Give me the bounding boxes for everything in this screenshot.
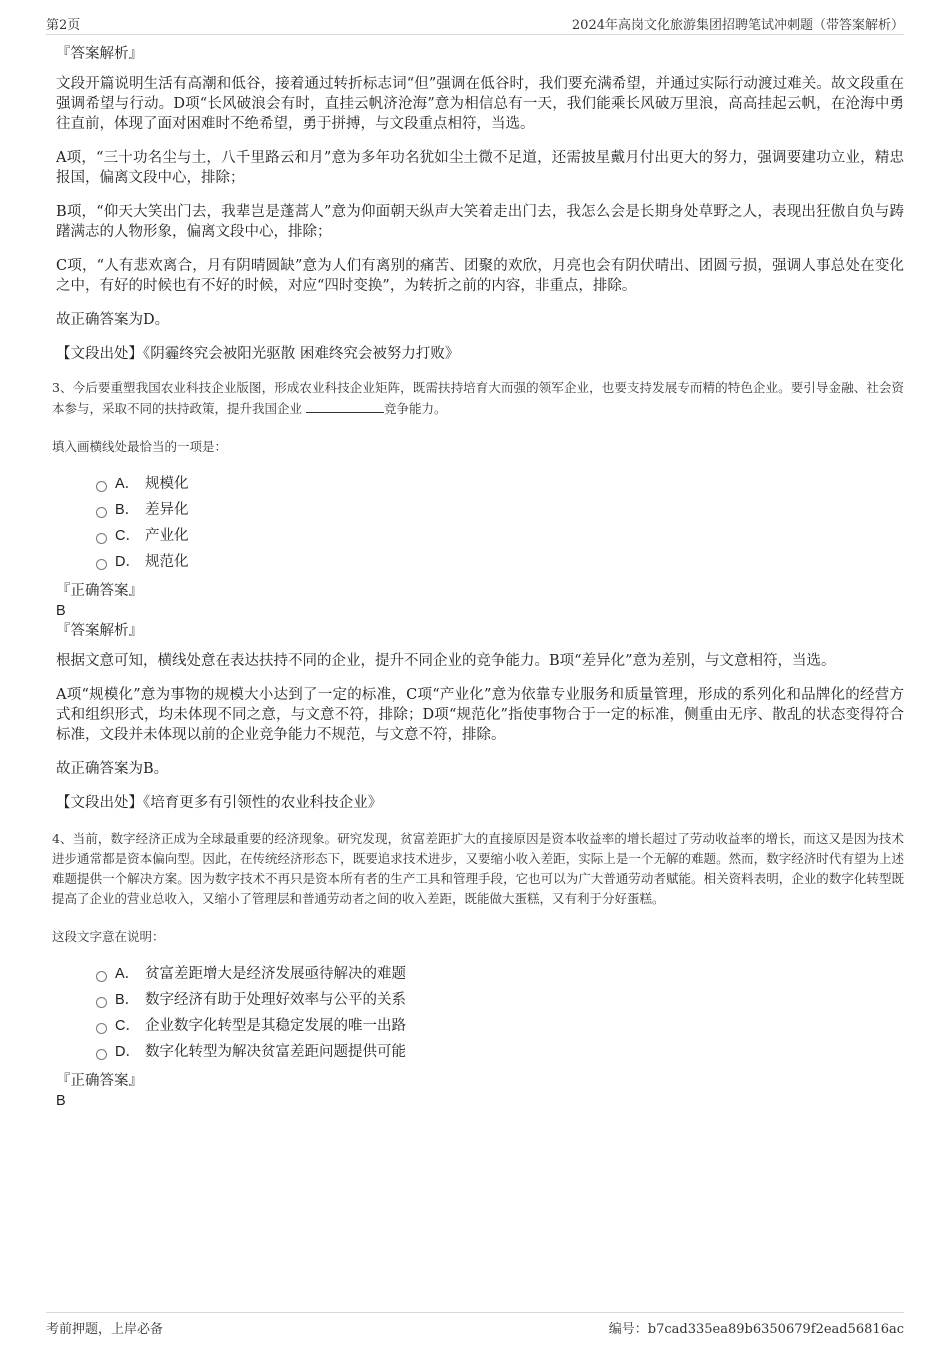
question-4-stem: 4、当前，数字经济正成为全球最重要的经济现象。研究发现，贫富差距扩大的直接原因是资本收益率的增长超过了劳动收益率的增长，而这又是因为技术进步通常都是资本偏向型。因此，在传统经济形态下，既要追求技术进步，又要缩小收入差距，实际上是一个无解的难题。然而，数字经济时代有望为上述难题提供一个解决方案。因为数字技术不再只是资本所有者的生产工具和管理手段，它也可以为广大普通劳动者赋能。相关资料表明，企业的数字化转型既提高了企业的营业总收入，又缩小了管理层和普通劳动者之间的收入差距，既能做大蛋糕，又有利于分好蛋糕。: [52, 831, 904, 906]
option-text: 规模化: [145, 476, 189, 492]
analysis-paragraph: 根据文意可知，横线处意在表达扶持不同的企业，提升不同企业的竞争能力。B项“差异化”意为差别，与文意相符，当选。: [56, 653, 836, 669]
question-4-options: [96, 961, 904, 1065]
document-title: 2024年高岗文化旅游集团招聘笔试冲刺题（带答案解析）: [571, 18, 904, 33]
option-c[interactable]: [96, 523, 904, 549]
document-code: 编号：b7cad335ea89b6350679f2ead56816ac: [608, 1322, 904, 1337]
analysis-paragraph: A项，“三十功名尘与土，八千里路云和月”意为多年功名犹如尘土微不足道，还需披星戴月付出更大的努力，强调要建功立业，精忠报国，偏离文段中心，排除；: [56, 150, 904, 186]
option-b[interactable]: [96, 987, 904, 1013]
option-text: 企业数字化转型是其稳定发展的唯一出路: [145, 1018, 406, 1034]
radio-icon[interactable]: [96, 997, 107, 1008]
option-c[interactable]: [96, 1013, 904, 1039]
question-3-stem: [52, 378, 904, 419]
option-text: 数字经济有助于处理好效率与公平的关系: [145, 992, 406, 1008]
question-4-prompt: 这段文字意在说明：: [52, 929, 165, 944]
analysis-paragraph: 文段开篇说明生活有高潮和低谷，接着通过转折标志词“但”强调在低谷时，我们要充满希望，并通过实际行动渡过难关。故文段重在强调希望与行动。D项“长风破浪会有时，直挂云帆济沧海”意为相信总有一天，我们能乘长风破万里浪，高高挂起云帆，在沧海中勇往直前，体现了面对困难时不绝希望，勇于拼搏，与文段重点相符，当选。: [56, 76, 904, 132]
analysis-paragraph: A项“规模化”意为事物的规模大小达到了一定的标准，C项“产业化”意为依靠专业服务和质量管理，形成的系列化和品牌化的经营方式和组织形式，均未体现不同之意，与文意不符，排除；D项“规范化”指使事物合于一定的标准，侧重由无序、散乱的状态变得符合标准，文段并未体现以前的企业竞争能力不规范，与文意不符，排除。: [56, 687, 904, 743]
analysis-paragraph: 故正确答案为D。: [56, 312, 170, 328]
source-note: 【文段出处】《培育更多有引领性的农业科技企业》: [56, 795, 383, 811]
page-footer: [46, 1312, 904, 1337]
page-number: 第2页: [46, 18, 81, 33]
option-key: A．: [115, 476, 140, 492]
analysis-tag: 『答案解析』: [56, 46, 143, 62]
option-text: 贫富差距增大是经济发展亟待解决的难题: [145, 966, 406, 982]
analysis-tag: 『答案解析』: [56, 623, 143, 639]
radio-icon[interactable]: [96, 559, 107, 570]
correct-answer-tag: 『正确答案』: [56, 1073, 143, 1089]
radio-icon[interactable]: [96, 507, 107, 518]
option-key: D．: [115, 1044, 140, 1060]
option-key: C．: [115, 1018, 140, 1034]
correct-answer: B: [56, 1093, 66, 1109]
option-a[interactable]: [96, 961, 904, 987]
option-text: 规范化: [145, 554, 189, 570]
option-d[interactable]: [96, 549, 904, 575]
option-a[interactable]: [96, 471, 904, 497]
radio-icon[interactable]: [96, 533, 107, 544]
option-text: 差异化: [145, 502, 189, 518]
option-b[interactable]: [96, 497, 904, 523]
fill-in-blank: [306, 398, 384, 413]
question-3-stem-before: 3、今后要重塑我国农业科技企业版图，形成农业科技企业矩阵，既需扶持培育大而强的领军企业，也要支持发展专而精的特色企业。要引导金融、社会资本参与，采取不同的扶持政策，提升我国企业: [52, 380, 904, 416]
option-d[interactable]: [96, 1039, 904, 1065]
analysis-paragraph: 故正确答案为B。: [56, 761, 169, 777]
option-key: D．: [115, 554, 140, 570]
radio-icon[interactable]: [96, 971, 107, 982]
question-3-options: [96, 471, 904, 575]
analysis-paragraph: C项，“人有悲欢离合，月有阴晴圆缺”意为人们有离别的痛苦、团聚的欢欣，月亮也会有阴伏晴出、团圆亏损，强调人事总处在变化之中，有好的时候也有不好的时候，对应“四时变换”，为转折之前的内容，非重点，排除。: [56, 258, 904, 294]
option-key: C．: [115, 528, 140, 544]
radio-icon[interactable]: [96, 1023, 107, 1034]
option-key: B．: [115, 992, 140, 1008]
option-key: B．: [115, 502, 140, 518]
radio-icon[interactable]: [96, 1049, 107, 1060]
question-3-prompt: 填入画横线处最恰当的一项是：: [52, 439, 228, 454]
correct-answer-tag: 『正确答案』: [56, 583, 143, 599]
footer-slogan: 考前押题，上岸必备: [46, 1322, 164, 1337]
correct-answer: B: [56, 603, 66, 619]
option-text: 数字化转型为解决贫富差距问题提供可能: [145, 1044, 406, 1060]
page-content: [46, 44, 904, 1111]
analysis-paragraph: B项，“仰天大笑出门去，我辈岂是蓬蒿人”意为仰面朝天纵声大笑着走出门去，我怎么会是长期身处草野之人，表现出狂傲自负与踌躇满志的人物形象，偏离文段中心，排除；: [56, 204, 904, 240]
source-note: 【文段出处】《阴霾终究会被阳光驱散 困难终究会被努力打败》: [56, 346, 460, 362]
option-text: 产业化: [145, 528, 189, 544]
radio-icon[interactable]: [96, 481, 107, 492]
option-key: A．: [115, 966, 140, 982]
question-3-stem-after: 竞争能力。: [383, 401, 447, 416]
page-header: [46, 14, 904, 35]
